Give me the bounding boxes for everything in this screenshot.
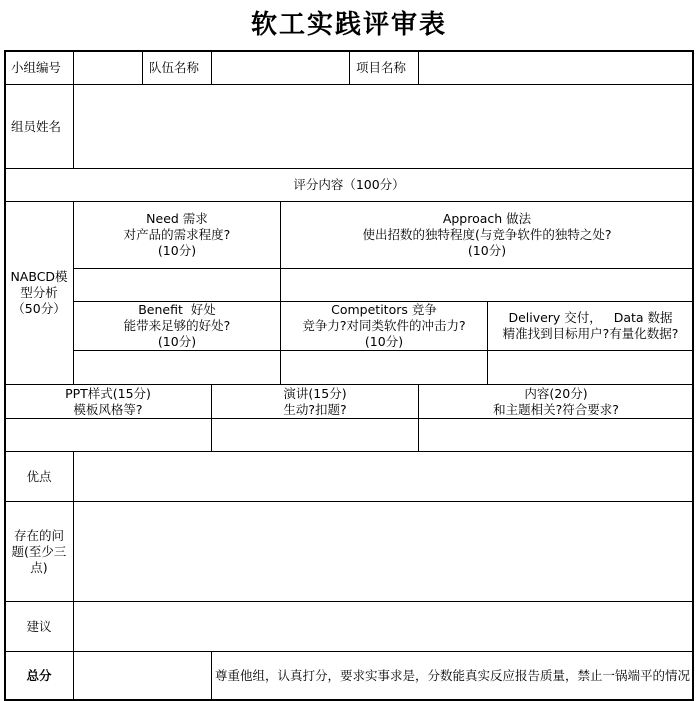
approach-question: 使出招数的独特程度(与竞争软件的独特之处? (362, 227, 612, 242)
content-question: 和主题相关?符合要求? (493, 401, 619, 417)
speech-score-field[interactable] (211, 418, 419, 452)
approach-criterion (280, 201, 694, 269)
benefit-question: 能带来足够的好处? (123, 318, 231, 333)
total-note (211, 651, 694, 701)
need-score-field[interactable] (73, 268, 281, 302)
need-criterion (73, 201, 281, 269)
ppt-score-field[interactable] (4, 418, 212, 452)
content-criterion (418, 384, 694, 419)
competitors-question: 竞争力?对同类软件的冲击力? (302, 318, 466, 333)
team-name-field[interactable] (211, 50, 350, 85)
problems-label (4, 501, 74, 602)
competitors-title: Competitors 竞争 (331, 302, 437, 317)
total-label: 总分 (4, 651, 74, 701)
project-name-label: 项目名称 (349, 50, 419, 85)
total-note-text: 尊重他组，认真打分，要求实事求是，分数能真实反应报告质量，禁止一锅端平的情况 (215, 668, 691, 683)
competitors-criterion (280, 301, 488, 351)
delivery-question: 精准找到目标用户?有量化数据? (502, 326, 679, 341)
strengths-label: 优点 (4, 451, 74, 502)
team-name-label: 队伍名称 (142, 50, 212, 85)
need-points: (10分) (157, 243, 197, 258)
ppt-criterion (4, 384, 212, 419)
approach-score-field[interactable] (280, 268, 694, 302)
total-score-field[interactable] (73, 651, 212, 701)
problems-field[interactable] (73, 501, 694, 602)
approach-points: (10分) (467, 243, 507, 258)
need-question: 对产品的需求程度? (123, 227, 231, 242)
ppt-question: 模板风格等? (73, 401, 143, 417)
delivery-score-field[interactable] (487, 350, 694, 385)
speech-criterion (211, 384, 419, 419)
project-name-field[interactable] (418, 50, 694, 85)
delivery-title: Delivery 交付， Data 数据 (508, 310, 673, 325)
score-header: 评分内容（100分） (4, 168, 694, 202)
form-title: 软工实践评审表 (4, 0, 694, 50)
need-title: Need 需求 (146, 211, 208, 226)
group-number-field[interactable] (73, 50, 143, 85)
group-number-label: 小组编号 (4, 50, 74, 85)
speech-title: 演讲(15分) (283, 385, 347, 401)
benefit-criterion (73, 301, 281, 351)
members-field[interactable] (73, 84, 694, 169)
content-title: 内容(20分) (524, 385, 588, 401)
benefit-points: (10分) (157, 334, 197, 349)
nabcd-label (4, 201, 74, 385)
nabcd-label-text: NABCD模型分析（50分） (10, 269, 68, 316)
content-score-field[interactable] (418, 418, 694, 452)
benefit-score-field[interactable] (73, 350, 281, 385)
suggestions-field[interactable] (73, 601, 694, 652)
problems-label-text: 存在的问题(至少三点) (11, 527, 67, 575)
suggestions-label: 建议 (4, 601, 74, 652)
competitors-score-field[interactable] (280, 350, 488, 385)
competitors-points: (10分) (364, 334, 404, 349)
benefit-title: Benefit 好处 (138, 302, 216, 317)
speech-question: 生动?扣题? (283, 401, 347, 417)
ppt-title: PPT样式(15分) (65, 385, 151, 401)
members-label: 组员姓名 (4, 84, 74, 169)
delivery-criterion (487, 301, 694, 351)
strengths-field[interactable] (73, 451, 694, 502)
approach-title: Approach 做法 (442, 211, 532, 226)
